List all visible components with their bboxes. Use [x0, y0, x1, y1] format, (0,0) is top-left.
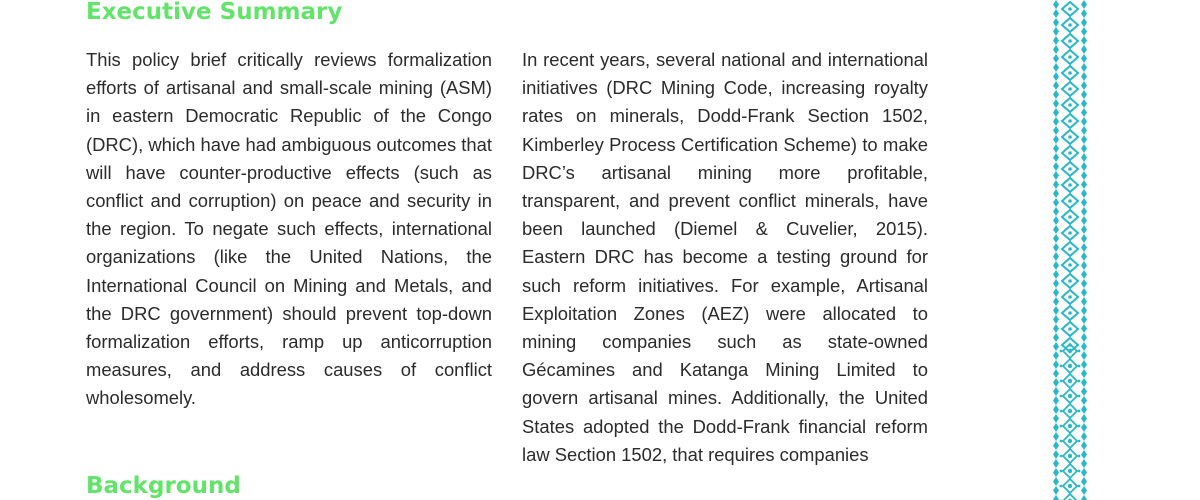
executive-summary-heading: Executive Summary — [86, 0, 343, 25]
right-column-text: In recent years, several national and international initiatives (DRC Mining Code, increasing royalty rates on minerals, Dodd-Frank Section 1502, Kimberley Process Certification Scheme) to make DRC’s artisanal mining more profitable, transparent, and prevent conflict minerals, have been launched (Diemel & Cuvelier, 2015). Eastern DRC has become a testing ground for such reform initiatives. For example, Artisanal Exploitation Zones (AEZ) were allocated to mining companies such as state-owned Gécamines and Katanga Mining Limited to govern artisanal mines. Additionally, the United States adopted the Dodd-Frank financial reform law Section 1502, that requires companies — [522, 49, 928, 465]
decorative-border-strip — [1040, 0, 1090, 500]
executive-summary-text: This policy brief critically reviews formalization efforts of artisanal and small-scale mining (ASM) in eastern Democratic Republic of the Congo (DRC), which have had ambiguous outcomes that will have counter-productive effects (such as conflict and corruption) on peace and security in the region. To negate such effects, international organizations (like the United Nations, the International Council on Mining and Metals, and the DRC government) should prevent top-down formalization efforts, ramp up anticorruption measures, and address causes of conflict wholesomely. — [86, 49, 492, 409]
pattern-border-icon — [1040, 0, 1090, 500]
background-heading: Background — [86, 473, 241, 499]
